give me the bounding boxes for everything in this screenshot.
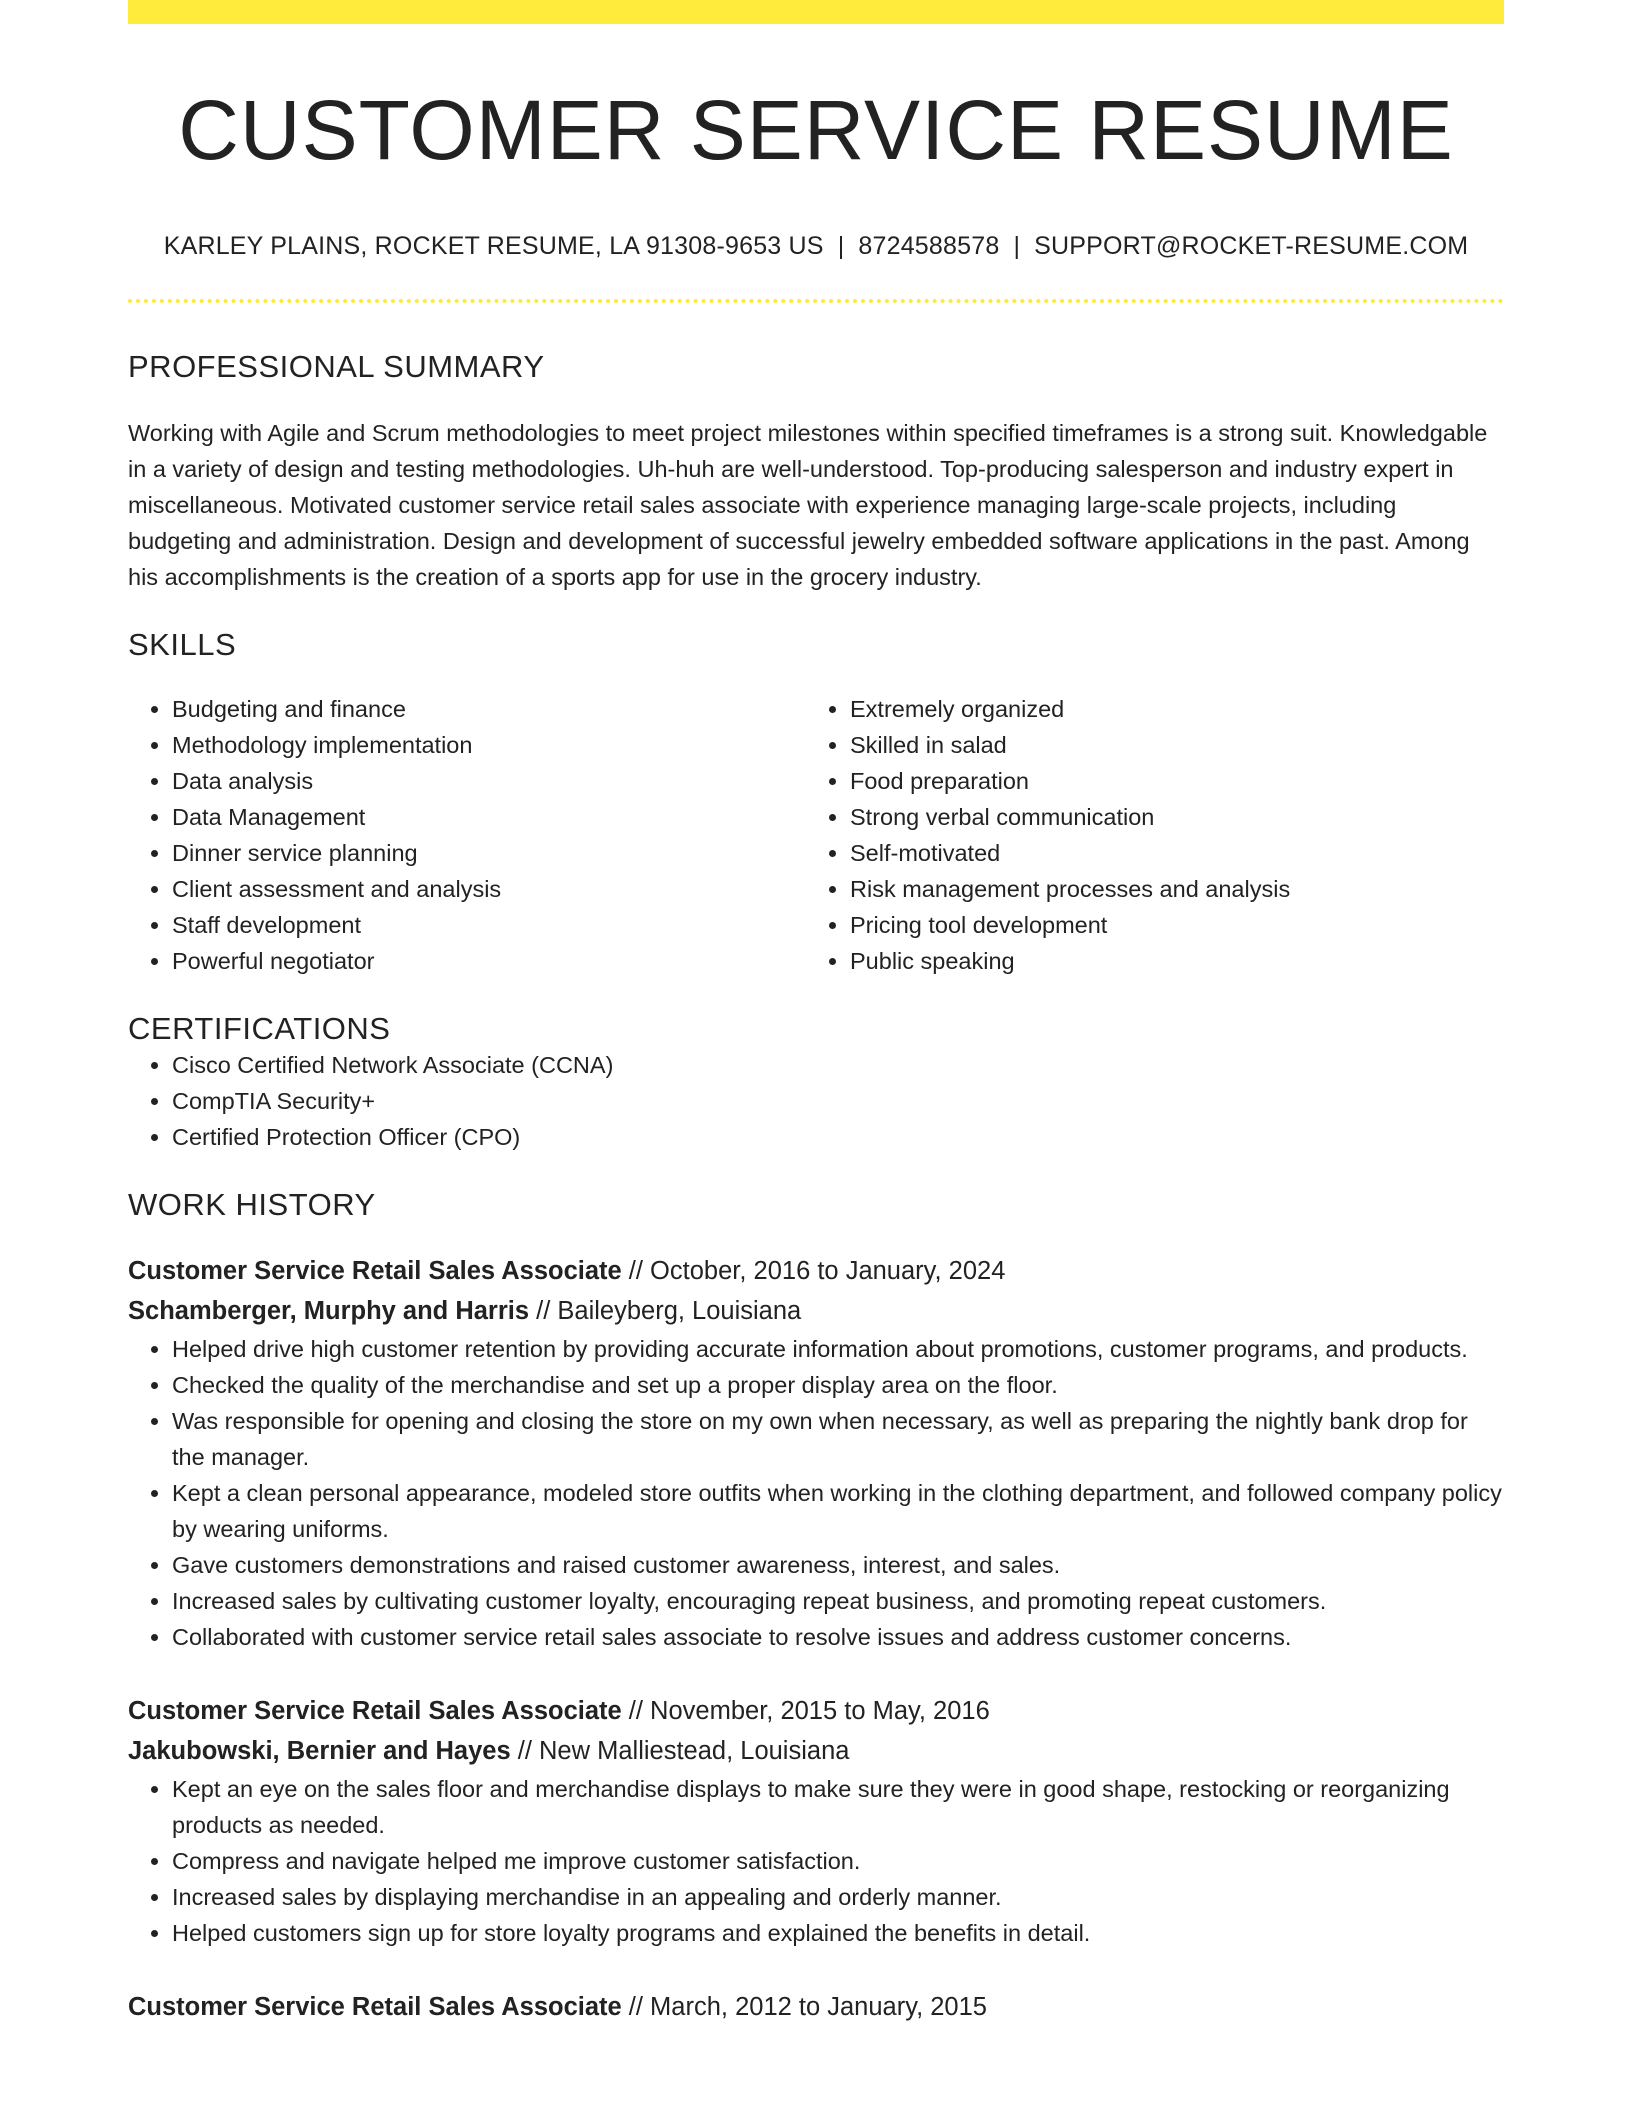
skill-item: • Data analysis [172, 763, 806, 799]
job-dates: // October, 2016 to January, 2024 [621, 1257, 1006, 1286]
job-duty: • Checked the quality of the merchandise and set up a proper display area on the floor. [172, 1367, 1504, 1403]
certifications-list [128, 1047, 1504, 1155]
summary-heading: PROFESSIONAL SUMMARY [128, 349, 545, 385]
certification-item: • Certified Protection Officer (CPO) [172, 1119, 1504, 1155]
job-entry [128, 1691, 1504, 1951]
job-title: Customer Service Retail Sales Associate [128, 1257, 622, 1286]
job-company: Jakubowski, Bernier and Hayes [128, 1737, 511, 1766]
job-duty: • Increased sales by displaying merchandise in an appealing and orderly manner. [172, 1879, 1504, 1915]
skill-item: • Food preparation [850, 763, 1484, 799]
contact-line [128, 232, 1504, 261]
skill-item: • Skilled in salad [850, 727, 1484, 763]
skill-item: • Strong verbal communication [850, 799, 1484, 835]
skill-item: • Pricing tool development [850, 907, 1484, 943]
skill-item: • Client assessment and analysis [172, 871, 806, 907]
job-dates: // March, 2012 to January, 2015 [621, 1993, 987, 2022]
resume-page [128, 0, 1504, 2027]
certification-item: • Cisco Certified Network Associate (CCNA) [172, 1047, 1504, 1083]
job-duty: • Was responsible for opening and closing the store on my own when necessary, as well as preparing the nightly bank drop for the manager. [172, 1403, 1504, 1475]
top-accent-bar [128, 0, 1504, 24]
job-duty: • Compress and navigate helped me improve customer satisfaction. [172, 1843, 1504, 1879]
job-duty: • Kept an eye on the sales floor and merchandise displays to make sure they were in good shape, restocking or reorganizing products as needed. [172, 1771, 1504, 1843]
skill-item: • Self-motivated [850, 835, 1484, 871]
resume-title: CUSTOMER SERVICE RESUME [178, 83, 1454, 177]
contact-address: KARLEY PLAINS, ROCKET RESUME, LA 91308-9653 US [163, 232, 824, 261]
job-company: Schamberger, Murphy and Harris [128, 1297, 530, 1326]
job-duty: • Kept a clean personal appearance, modeled store outfits when working in the clothing department, and followed company policy by wearing uniforms. [172, 1475, 1504, 1547]
job-company-line [128, 1291, 1504, 1331]
skills-column-right [806, 691, 1484, 979]
skill-item: • Data Management [172, 799, 806, 835]
certifications-heading: CERTIFICATIONS [128, 1011, 391, 1047]
summary-text: Working with Agile and Scrum methodologies to meet project milestones within specified timeframes is a strong suit. Knowledgable in a variety of design and testing methodologies. Uh-huh are well-understood. Top-producing salesperson and industry expert in miscellaneous. Motivated customer service retail sales associate with experience managing large-scale projects, including budgeting and administration. Design and development of successful jewelry embedded software applications in the past. Among his accomplishments is the creation of a sports app for use in the grocery industry. [128, 420, 1488, 591]
contact-separator: | [837, 232, 845, 261]
skill-item: • Public speaking [850, 943, 1484, 979]
job-duty: • Collaborated with customer service retail sales associate to resolve issues and address customer concerns. [172, 1619, 1504, 1655]
dotted-divider [128, 299, 1504, 303]
skill-item: • Dinner service planning [172, 835, 806, 871]
job-title-line [128, 1251, 1504, 1291]
skills-column-left [128, 691, 806, 979]
certification-item: • CompTIA Security+ [172, 1083, 1504, 1119]
job-duty: • Increased sales by cultivating customer loyalty, encouraging repeat business, and promoting repeat customers. [172, 1583, 1504, 1619]
job-duty: • Gave customers demonstrations and raised customer awareness, interest, and sales. [172, 1547, 1504, 1583]
job-location: // New Malliestead, Louisiana [510, 1737, 850, 1766]
job-location: // Baileyberg, Louisiana [529, 1297, 802, 1326]
job-duty: • Helped drive high customer retention by providing accurate information about promotions, customer programs, and products. [172, 1331, 1504, 1367]
skill-item: • Extremely organized [850, 691, 1484, 727]
job-company-line [128, 1731, 1504, 1771]
skill-item: • Staff development [172, 907, 806, 943]
contact-separator: | [1013, 232, 1021, 261]
skill-item: • Risk management processes and analysis [850, 871, 1484, 907]
skills-grid [128, 691, 1504, 979]
job-duties-list [128, 1331, 1504, 1655]
job-dates: // November, 2015 to May, 2016 [621, 1697, 990, 1726]
contact-email[interactable]: SUPPORT@ROCKET-RESUME.COM [1034, 232, 1469, 261]
skill-item: • Powerful negotiator [172, 943, 806, 979]
work-history-heading: WORK HISTORY [128, 1187, 376, 1223]
job-title-line [128, 1987, 1504, 2027]
skills-list-left [128, 691, 806, 979]
job-title-line [128, 1691, 1504, 1731]
job-duty: • Helped customers sign up for store loyalty programs and explained the benefits in detail. [172, 1915, 1504, 1951]
skill-item: • Methodology implementation [172, 727, 806, 763]
skills-heading: SKILLS [128, 627, 237, 663]
job-duties-list [128, 1771, 1504, 1951]
job-entry [128, 1987, 1504, 2027]
skill-item: • Budgeting and finance [172, 691, 806, 727]
skills-list-right [806, 691, 1484, 979]
job-title: Customer Service Retail Sales Associate [128, 1993, 622, 2022]
contact-phone: 8724588578 [858, 232, 1000, 261]
job-title: Customer Service Retail Sales Associate [128, 1697, 622, 1726]
job-entry [128, 1251, 1504, 1655]
